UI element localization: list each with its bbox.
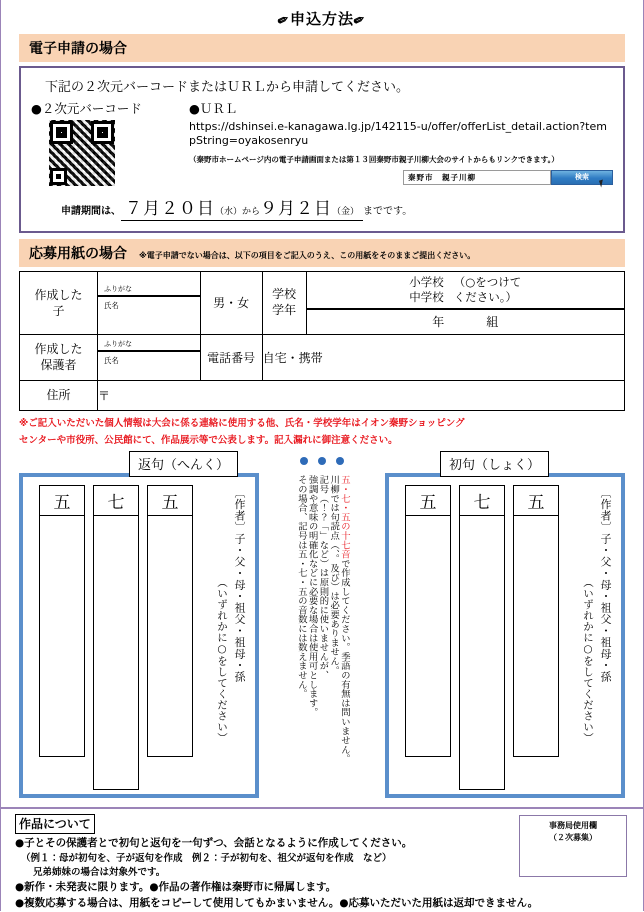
senryu-writing-zone	[19, 451, 625, 801]
privacy-notice-line1: ※ご記入いただいた個人情報は大会に係る連絡に使用する他、氏名・学校学年はイオン秦野ショッピング	[19, 417, 465, 429]
privacy-notice	[19, 416, 625, 449]
url-label: ●ＵＲＬ	[189, 101, 238, 116]
senryu-rule-line-3: 記号（！？「」など）は原則的に使いませんが、	[317, 475, 329, 680]
period-start-date: ７月２０日	[125, 199, 215, 219]
page-title	[1, 0, 643, 34]
school-type-circle-note	[454, 275, 522, 305]
shoku-author-main-text: 〔作者〕子・父・母・祖父・祖母・孫	[599, 487, 612, 683]
period-start-weekday: （水）	[215, 207, 243, 217]
henku-author-main-text: 〔作者〕子・父・母・祖父・祖母・孫	[233, 487, 246, 683]
office-use-label: 事務局使用欄	[549, 820, 597, 830]
search-button-label: 検索	[575, 173, 589, 181]
electronic-section-header	[19, 34, 625, 62]
works-rule-1: ●子とその保護者とで初句と返句を一句ずつ、会話となるように作成してください。	[15, 836, 413, 849]
qr-label: ●２次元バーコード	[31, 101, 142, 116]
qr-column	[31, 99, 181, 186]
table-row-guardian	[20, 334, 625, 380]
blue-dot-icon	[318, 457, 326, 465]
child-name-label: 氏名	[104, 301, 119, 311]
henku-column-kami5[interactable]	[147, 485, 193, 757]
works-section-title: 作品について	[15, 814, 95, 834]
guardian-name-label: 氏名	[104, 355, 119, 365]
applicant-table	[19, 271, 625, 411]
school-grade-input-cell[interactable]	[306, 272, 624, 335]
search-input[interactable]: 秦野市 親子川柳	[403, 170, 551, 185]
senryu-rule-line-2: 川柳では句読点（、。及び）は必要ありません。	[328, 475, 340, 676]
henku-shimo5-label: 五	[40, 486, 84, 516]
table-row-address	[20, 380, 625, 410]
tag-shoku-label: 初句（しょく）	[440, 451, 549, 477]
url-supplementary-note: （秦野市ホームページ内の電子申請画面または第１３回秦野市親子川柳大会のサイトからもリンクできます。）	[189, 154, 559, 164]
period-end-date: ９月２日	[260, 199, 333, 219]
grade-year-label: 年	[432, 314, 445, 329]
paper-section-title: 応募用紙の場合	[29, 246, 127, 262]
works-rule-2: （例１：母が初句を、子が返句を作成 例２：子が初句を、祖父が返句を作成 など）	[21, 852, 392, 864]
cursor-pointer-icon	[599, 179, 605, 187]
tag-henku-label: 返句（へんく）	[129, 451, 238, 477]
senryu-rule-line-5: その場合、記号は五・七・五の音数には数えません。	[295, 475, 307, 699]
application-url[interactable]: https://dshinsei.e-kanagawa.lg.jp/142115-u/offer/offerList_detail.action?tempString=oyakosenryu	[189, 120, 607, 147]
senryu-box-henku[interactable]	[19, 473, 259, 798]
blue-dot-icon	[300, 457, 308, 465]
shoku-naka7-input[interactable]	[460, 516, 504, 789]
table-row-child	[20, 272, 625, 335]
school-type-elementary[interactable]: 小学校	[409, 275, 444, 289]
senryu-rules-notes	[266, 473, 378, 798]
school-label-line2: 学年	[272, 302, 297, 317]
henku-author-column[interactable]	[199, 485, 249, 788]
school-type-options[interactable]	[409, 275, 444, 305]
search-button[interactable]	[551, 170, 613, 185]
school-type-row[interactable]	[307, 272, 624, 310]
child-label-line2: 子	[52, 303, 65, 318]
shoku-author-sub-text: （いずれかに○をしてください）	[582, 577, 594, 744]
henku-kami5-label: 五	[148, 486, 192, 516]
period-label: 申請期間は、	[61, 206, 121, 217]
privacy-notice-line2: センターや市役所、公民館にて、作品展示等で公表します。記入漏れに御注意ください。	[19, 434, 398, 446]
senryu-box-shoku[interactable]	[385, 473, 625, 798]
child-gender-cell[interactable]: 男・女	[200, 272, 262, 335]
guardian-row-label	[20, 334, 98, 380]
shoku-shimo5-label: 五	[406, 486, 450, 516]
purple-divider	[1, 807, 643, 809]
pencil-icon: ✏	[351, 11, 369, 30]
address-input-cell[interactable]: 〒	[98, 380, 625, 410]
senryu-rule-red-emphasis: 五・七・五の十七音	[338, 475, 350, 559]
qr-code-image	[49, 120, 115, 186]
school-grade-label	[262, 272, 306, 335]
shoku-kami5-label: 五	[514, 486, 558, 516]
telephone-label-cell: 電話番号	[200, 334, 262, 380]
blue-dot-icon	[336, 457, 344, 465]
electronic-section-title: 電子申請の場合	[29, 41, 127, 57]
child-name-cell[interactable]	[98, 272, 201, 335]
henku-author-sub-text: （いずれかに○をしてください）	[216, 577, 228, 744]
office-use-sublabel: （２次募集）	[549, 832, 597, 842]
application-period-line	[31, 194, 613, 221]
shoku-shimo5-input[interactable]	[406, 516, 450, 756]
child-row-label	[20, 272, 98, 335]
circle-note-line2: ください。）	[453, 289, 518, 304]
works-rule-4: ●新作・未発表に限ります。●作品の著作権は秦野市に帰属します。	[15, 881, 337, 894]
henku-column-shimo5[interactable]	[39, 485, 85, 757]
period-connector: から	[242, 207, 261, 217]
grade-class-label: 組	[486, 314, 499, 329]
senryu-rule-rest: で作成してください。季語の有無は問いません。	[338, 558, 350, 764]
address-row-label: 住所	[20, 380, 98, 410]
works-rule-5: ●複数応募する場合は、用紙をコピーして使用してもかまいません。●応募いただいた用紙は返却できません。	[15, 897, 539, 910]
guardian-name-cell[interactable]	[98, 334, 201, 380]
shoku-kami5-input[interactable]	[514, 516, 558, 756]
grade-year-class-row[interactable]	[307, 310, 624, 334]
henku-kami5-input[interactable]	[148, 516, 192, 756]
electronic-lead-text: 下記の２次元バーコードまたはＵＲＬから申請してください。	[45, 80, 410, 95]
url-column	[189, 99, 613, 186]
henku-shimo5-input[interactable]	[40, 516, 84, 756]
shoku-column-naka7[interactable]	[459, 485, 505, 790]
guardian-label-line2: 保護者	[40, 358, 77, 373]
shoku-naka7-label: 七	[460, 486, 504, 516]
guardian-label-line1: 作成した	[34, 342, 83, 357]
school-type-junior[interactable]: 中学校	[409, 289, 444, 304]
office-use-box	[519, 815, 627, 877]
applicant-form-wrapper	[19, 271, 625, 411]
child-label-line1: 作成した	[34, 287, 83, 302]
senryu-rule-line-4: 強調や意味の明確化などに必要な場合は使用可とします。	[306, 475, 318, 717]
period-values	[121, 194, 363, 221]
shoku-author-column[interactable]	[565, 485, 615, 788]
electronic-application-box	[19, 66, 625, 233]
telephone-input-cell[interactable]: 自宅・携帯	[262, 334, 624, 380]
circle-note-line1: （○をつけて	[453, 275, 522, 289]
blue-dots-decoration	[300, 457, 344, 465]
period-tail-text: までです。	[363, 206, 413, 217]
pencil-icon: ✏	[275, 11, 293, 30]
page-title-text: 申込方法	[289, 10, 354, 28]
period-end-weekday: （金）	[332, 207, 360, 217]
senryu-rule-line-1	[339, 475, 349, 798]
school-label-line1: 学校	[272, 287, 297, 302]
paper-section-header	[19, 239, 625, 267]
henku-naka7-input[interactable]	[94, 516, 138, 789]
search-widget[interactable]	[403, 170, 613, 185]
shoku-column-kami5[interactable]	[513, 485, 559, 757]
henku-naka7-label: 七	[94, 486, 138, 516]
guardian-furigana-label: ふりがな	[98, 337, 200, 352]
paper-section-note: ※電子申請でない場合は、以下の項目をご記入のうえ、この用紙をそのままご提出ください。	[139, 251, 476, 260]
child-furigana-label: ふりがな	[98, 282, 200, 297]
henku-column-naka7[interactable]	[93, 485, 139, 790]
works-rules-list	[15, 836, 539, 912]
works-rule-3: 兄弟姉妹の場合は対象外です。	[33, 867, 166, 879]
works-section	[15, 813, 633, 912]
shoku-column-shimo5[interactable]	[405, 485, 451, 757]
